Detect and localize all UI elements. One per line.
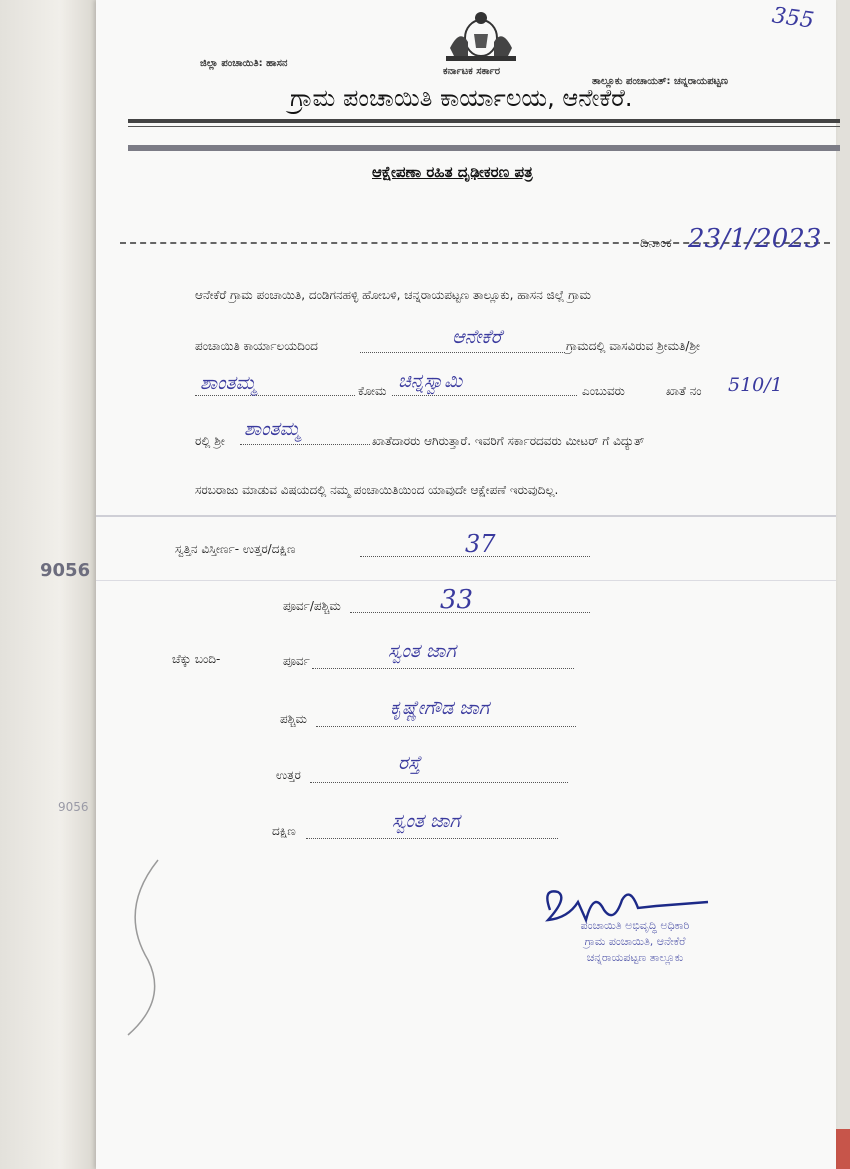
body-line-5: ಸರಬರಾಜು ಮಾಡುವ ವಿಷಯದಲ್ಲಿ ನಮ್ಮ ಪಂಚಾಯಿತಿಯಿಂದ ಯಾವುದೇ ಆಕ್ಷೇಪಣೆ ಇರುವುದಿಲ್ಲ.	[195, 483, 559, 497]
fill-line	[195, 395, 355, 396]
header-taluk: ತಾಲ್ಲೂಕು ಪಂಚಾಯತ್: ಚನ್ನರಾಯಪಟ್ಟಣ	[592, 76, 728, 87]
stamp-line-3: ಚನ್ನರಾಯಪಟ್ಟಣ ತಾಲ್ಲೂಕು	[586, 951, 684, 964]
east-west-label: ಪೂರ್ವ/ಪಶ್ಚಿಮ	[283, 599, 341, 613]
east-value: ಸ್ವಂತ ಜಾಗ	[388, 640, 456, 662]
official-stamp	[545, 918, 725, 966]
west-value: ಕೃಷ್ಣೇಗೌಡ ಜಾಗ	[390, 697, 490, 719]
fold-line	[96, 515, 836, 517]
stamp-line-2: ಗ್ರಾಮ ಪಂಚಾಯಿತಿ, ಆನೇಕೆರೆ	[584, 935, 686, 948]
boundary-label: ಚೆಕ್ಕು ಬಂದಿ-	[172, 652, 221, 666]
khata-label: ಖಾತೆ ನಂ	[666, 384, 702, 398]
stamp-line-1: ಪಂಚಾಯಿತಿ ಅಭಿವೃದ್ಧಿ ಅಧಿಕಾರಿ	[580, 919, 690, 932]
karnataka-emblem-icon	[440, 8, 522, 64]
west-label: ಪಶ್ಚಿಮ	[280, 712, 307, 726]
khata-number: 510/1	[728, 374, 783, 396]
body-line-1: ಆನೇಕೆರೆ ಗ್ರಾಮ ಪಂಚಾಯಿತಿ, ದಂಡಿಗನಹಳ್ಳಿ ಹೋಬಳಿ, ಚನ್ನರಾಯಪಟ್ಟಣ ತಾಲ್ಲೂಕು, ಹಾಸನ ಜಿಲ್ಲೆ ಗ್ರಾಮ	[195, 288, 591, 302]
body-line-2-prefix: ಪಂಚಾಯಿತಿ ಕಾರ್ಯಾಲಯದಿಂದ	[195, 339, 318, 353]
corner-number: 355	[770, 3, 816, 34]
north-value: ರಸ್ತೆ	[398, 752, 421, 774]
north-label: ಉತ್ತರ	[276, 768, 301, 782]
east-west-value: 33	[440, 585, 474, 615]
ennuvavaru-text: ಎಂಬುವರು	[582, 384, 625, 398]
header-govt: ಕರ್ನಾಟಕ ಸರ್ಕಾರ	[443, 66, 501, 77]
underlay-number-2: 9056	[58, 800, 89, 814]
south-value: ಸ್ವಂತ ಜಾಗ	[392, 810, 460, 832]
fill-line	[310, 782, 568, 783]
pencil-mark	[108, 850, 188, 1040]
person-name: ಶಾಂತಮ್ಮ	[200, 372, 257, 394]
date-label: ದಿನಾಂಕ	[640, 236, 672, 251]
fill-line	[312, 668, 574, 669]
fill-line	[306, 838, 558, 839]
body-line-4-prefix: ರಲ್ಲಿ ಶ್ರೀ	[195, 434, 225, 448]
header-district: ಜಿಲ್ಲಾ ಪಂಚಾಯಿತಿ: ಹಾಸನ	[200, 58, 288, 69]
right-edge	[834, 0, 850, 1169]
body-line-4-suffix: ಖಾತೆದಾರರು ಆಗಿರುತ್ತಾರೆ. ಇವರಿಗೆ ಸರ್ಕಾರದವರು ಮೀಟರ್ ಗೆ ವಿದ್ಯುತ್	[372, 434, 645, 448]
village-value: ಆನೇಕೆರೆ	[452, 326, 502, 348]
fill-line	[240, 444, 370, 445]
relation-label: ಕೋಮ	[358, 384, 387, 398]
page-title: ಗ್ರಾಮ ಪಂಚಾಯಿತಿ ಕಾರ್ಯಾಲಯ, ಆನೇಕೆರೆ.	[290, 84, 633, 112]
fold-line-2	[96, 580, 836, 581]
east-label: ಪೂರ್ವ	[283, 654, 310, 668]
divider-shadow	[128, 145, 840, 151]
fill-line	[360, 352, 565, 353]
relation-name: ಚಿನ್ನಸ್ವಾಮಿ	[398, 370, 463, 392]
divider	[128, 119, 840, 123]
fill-line	[316, 726, 576, 727]
body-line-2-suffix: ಗ್ರಾಮದಲ್ಲಿ ವಾಸವಿರುವ ಶ್ರೀಮತಿ/ಶ್ರೀ	[566, 339, 700, 353]
extent-label: ಸ್ವತ್ತಿನ ವಿಸ್ತೀರ್ಣ- ಉತ್ತರ/ದಕ್ಷಿಣ	[175, 542, 296, 556]
divider-thin	[128, 126, 840, 127]
underlay-number: 9056	[40, 560, 91, 581]
underlying-sheet	[0, 0, 101, 1169]
south-label: ದಕ್ಷಿಣ	[272, 824, 296, 838]
north-south-value: 37	[465, 530, 496, 558]
date-value: 23/1/2023	[688, 224, 822, 254]
fill-line	[392, 395, 577, 396]
document-subtitle: ಆಕ್ಷೇಪಣಾ ರಹಿತ ದೃಢೀಕರಣ ಪತ್ರ	[372, 163, 533, 181]
owner-name: ಶಾಂತಮ್ಮ	[244, 418, 301, 440]
